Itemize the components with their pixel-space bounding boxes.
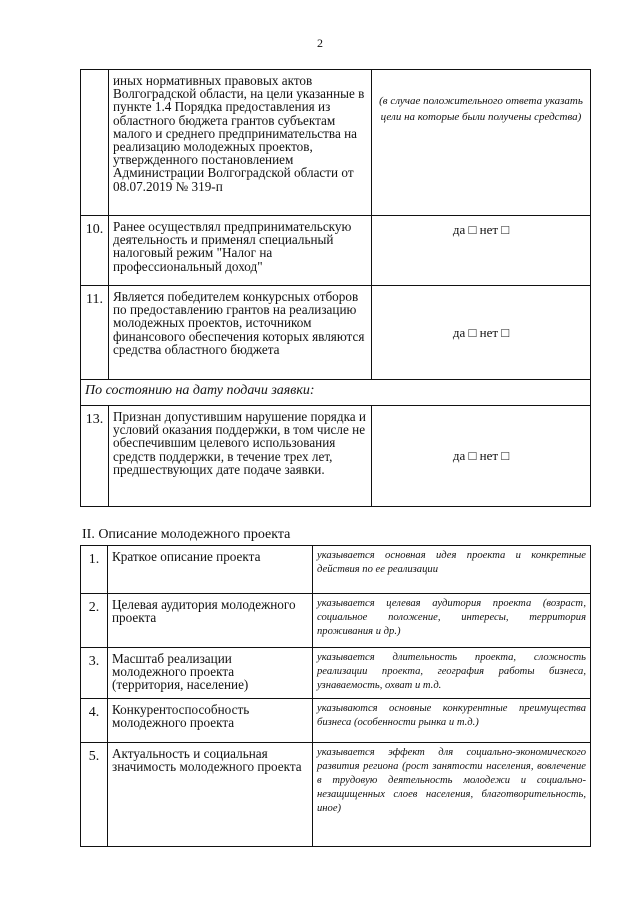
field-label: Масштаб реализации молодежного проекта (территория, население) [108, 648, 313, 699]
field-label: Краткое описание проекта [108, 546, 313, 594]
row-number: 10. [81, 216, 109, 286]
answer-note: (в случае положительного ответа указать цели на которые были получены средства) [379, 95, 583, 123]
field-hint[interactable]: указывается целевая аудитория проекта (возраст, социальное положение, интересы, территория проживания и др.) [313, 594, 591, 648]
field-hint[interactable]: указывается длительность проекта, сложность реализации проекта, география работы бизнеса, узнаваемость, охват и т.д. [313, 648, 591, 699]
row-number: 3. [81, 648, 108, 699]
field-hint[interactable]: указываются основные конкурентные преимущества бизнеса (особенности рынка и т.д.) [313, 698, 591, 742]
row-number: 2. [81, 594, 108, 648]
table-row [81, 648, 591, 699]
question-text: Признан допустившим нарушение порядка и условий оказания поддержки, в том числе не обеспечившим целевого использования средств поддержки, в течение трех лет, предшествующих дате подаче заявки. [109, 406, 372, 507]
field-label: Конкурентоспособность молодежного проекта [108, 698, 313, 742]
table-row [81, 380, 591, 406]
field-label: Актуальность и социальная значимость молодежного проекта [108, 742, 313, 846]
table-row [81, 286, 591, 380]
answer-note-cell [372, 70, 591, 216]
yes-no-checkboxes[interactable]: да □ нет □ [372, 216, 591, 286]
row-number: 11. [81, 286, 109, 380]
page-number: 2 [317, 36, 323, 50]
table-row [81, 70, 591, 216]
table-row [81, 742, 591, 846]
field-hint[interactable]: указывается основная идея проекта и конкретные действия по ее реализации [313, 546, 591, 594]
field-hint[interactable]: указывается эффект для социально-экономического развития региона (рост занятости населения, вовлечение в трудовую деятельность молодежи и социально-незащищенных слоев населения, благотворительность, иное) [313, 742, 591, 846]
table-row [81, 594, 591, 648]
question-text: иных нормативных правовых актов Волгоградской области, на цели указанные в пункте 1.4 Порядка предоставления из областного бюджета грантов субъектам малого и среднего предпринимательства на реализацию молодежных проектов, утвержденного постановлением Администрации Волгоградской области от 08.07.2019 № 319-п [109, 70, 372, 216]
row-number: 4. [81, 698, 108, 742]
question-text: Является победителем конкурсных отборов по предоставлению грантов на реализацию молодежных проектов, источником финансового обеспечения которых являются средства областного бюджета [109, 286, 372, 380]
table-row [81, 546, 591, 594]
row-number [81, 70, 109, 216]
row-number: 5. [81, 742, 108, 846]
table-row [81, 216, 591, 286]
project-description-table [80, 545, 591, 847]
field-label: Целевая аудитория молодежного проекта [108, 594, 313, 648]
eligibility-table [80, 69, 591, 507]
table-row [81, 406, 591, 507]
section-heading: II. Описание молодежного проекта [82, 527, 291, 542]
yes-no-checkboxes[interactable]: да □ нет □ [372, 286, 591, 380]
row-number: 13. [81, 406, 109, 507]
question-text: Ранее осуществлял предпринимательскую деятельность и применял специальный налоговый режим "Налог на профессиональный доход" [109, 216, 372, 286]
row-number: 1. [81, 546, 108, 594]
table-row [81, 698, 591, 742]
section-label: По состоянию на дату подачи заявки: [81, 380, 591, 406]
yes-no-checkboxes[interactable]: да □ нет □ [372, 406, 591, 507]
